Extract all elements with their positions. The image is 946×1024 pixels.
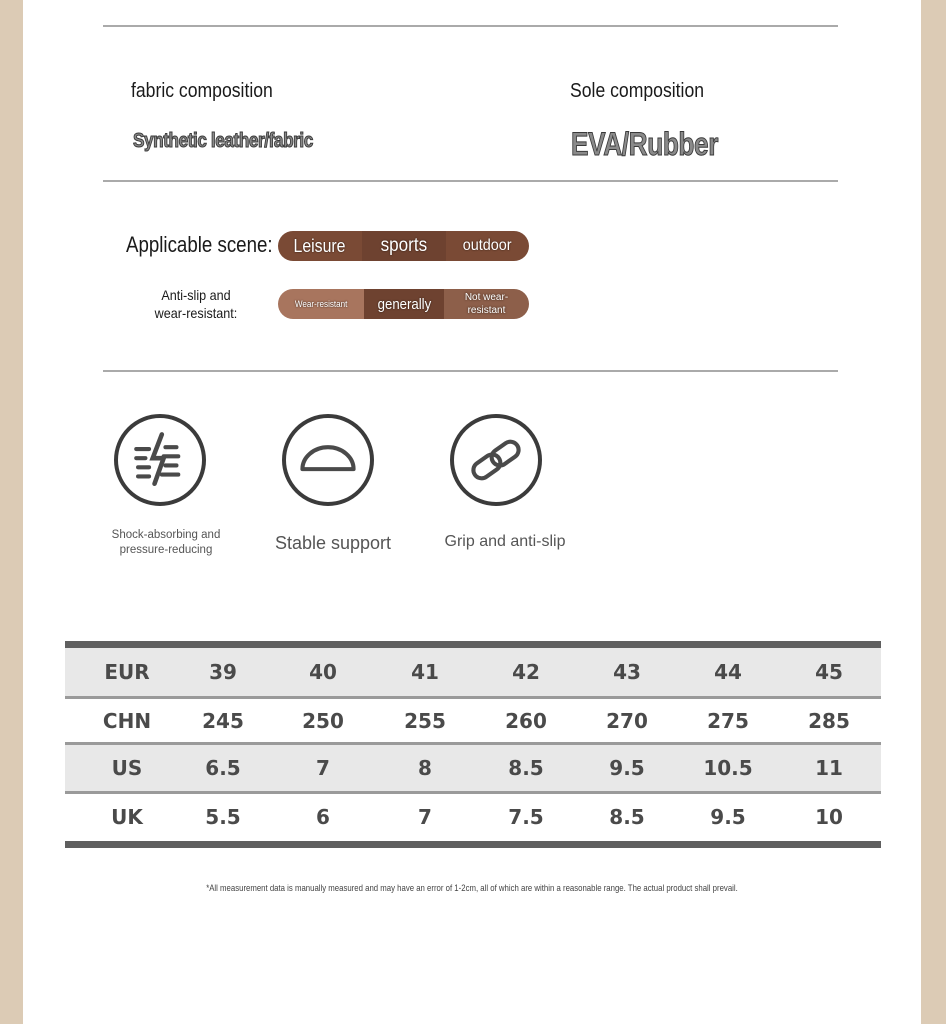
table-cell: 245 xyxy=(202,708,244,733)
shock-absorb-label: Shock-absorbing and pressure-reducing xyxy=(111,529,221,556)
table-cell: 42 xyxy=(512,660,540,684)
anti-slip-option-wear-resistant: Wear-resistant xyxy=(278,289,364,319)
table-cell: 255 xyxy=(404,708,446,733)
scene-pill xyxy=(278,231,529,261)
table-cell: 260 xyxy=(505,708,547,733)
table-row-header: CHN xyxy=(102,708,152,733)
table-row-header: US xyxy=(111,756,143,780)
table-cell: 11 xyxy=(815,756,843,780)
anti-slip-label-line2: wear-resistant: xyxy=(154,305,238,321)
table-cell: 9.5 xyxy=(609,756,645,780)
table-cell: 10.5 xyxy=(703,756,753,780)
table-cell: 250 xyxy=(302,708,344,733)
anti-slip-label xyxy=(138,286,255,322)
table-row-us xyxy=(65,745,881,791)
sole-composition-value: EVA/Rubber xyxy=(571,126,719,162)
table-cell: 44 xyxy=(714,660,742,684)
table-cell: 45 xyxy=(815,660,843,684)
table-cell: 285 xyxy=(808,708,850,733)
table-cell: 40 xyxy=(309,660,337,684)
anti-slip-option-generally: generally xyxy=(364,289,444,319)
table-cell: 6.5 xyxy=(205,756,241,780)
dome-support-icon xyxy=(282,414,374,506)
table-row-header: UK xyxy=(111,805,143,829)
scene-option-sports: sports xyxy=(362,231,446,261)
table-cell: 43 xyxy=(613,660,641,684)
grip-anti-slip-label: Grip and anti-slip xyxy=(444,533,566,550)
divider xyxy=(103,370,838,372)
table-cell: 275 xyxy=(707,708,749,733)
table-cell: 270 xyxy=(606,708,648,733)
table-cell: 6 xyxy=(316,805,330,829)
table-cell: 10 xyxy=(815,805,843,829)
anti-slip-option-not-wear-resistant: Not wear- resistant xyxy=(444,289,529,319)
table-cell: 9.5 xyxy=(710,805,746,829)
fabric-composition-value: Synthetic leather/fabric xyxy=(133,130,313,152)
measurement-footnote: *All measurement data is manually measured and may have an error of 1-2cm, all of which are within a reasonable range. The actual product shall prevail. xyxy=(206,883,738,894)
anti-slip-label-line1: Anti-slip and xyxy=(161,287,231,303)
table-cell: 8.5 xyxy=(508,756,544,780)
table-cell: 7 xyxy=(316,756,330,780)
table-cell: 5.5 xyxy=(205,805,241,829)
scene-option-leisure: Leisure xyxy=(278,231,362,261)
applicable-scene-label: Applicable scene: xyxy=(126,232,273,257)
table-row-chn xyxy=(65,699,881,742)
product-detail-page xyxy=(23,0,921,1024)
table-cell: 8.5 xyxy=(609,805,645,829)
sole-composition-title: Sole composition xyxy=(570,80,705,102)
table-cell: 7 xyxy=(418,805,432,829)
table-cell: 41 xyxy=(411,660,439,684)
table-top-bar xyxy=(65,641,881,648)
shock-absorb-icon xyxy=(114,414,206,506)
table-bottom-bar xyxy=(65,841,881,848)
table-cell: 8 xyxy=(418,756,432,780)
table-row-uk xyxy=(65,794,881,840)
stable-support-label: Stable support xyxy=(274,533,392,553)
table-row-eur xyxy=(65,648,881,696)
scene-option-outdoor: outdoor xyxy=(446,231,529,261)
table-row-header: EUR xyxy=(104,660,150,684)
anti-slip-pill xyxy=(278,289,529,319)
divider xyxy=(103,180,838,182)
divider xyxy=(103,25,838,27)
table-cell: 39 xyxy=(209,660,237,684)
fabric-composition-title: fabric composition xyxy=(131,80,273,102)
grip-chain-icon xyxy=(450,414,542,506)
table-cell: 7.5 xyxy=(508,805,544,829)
